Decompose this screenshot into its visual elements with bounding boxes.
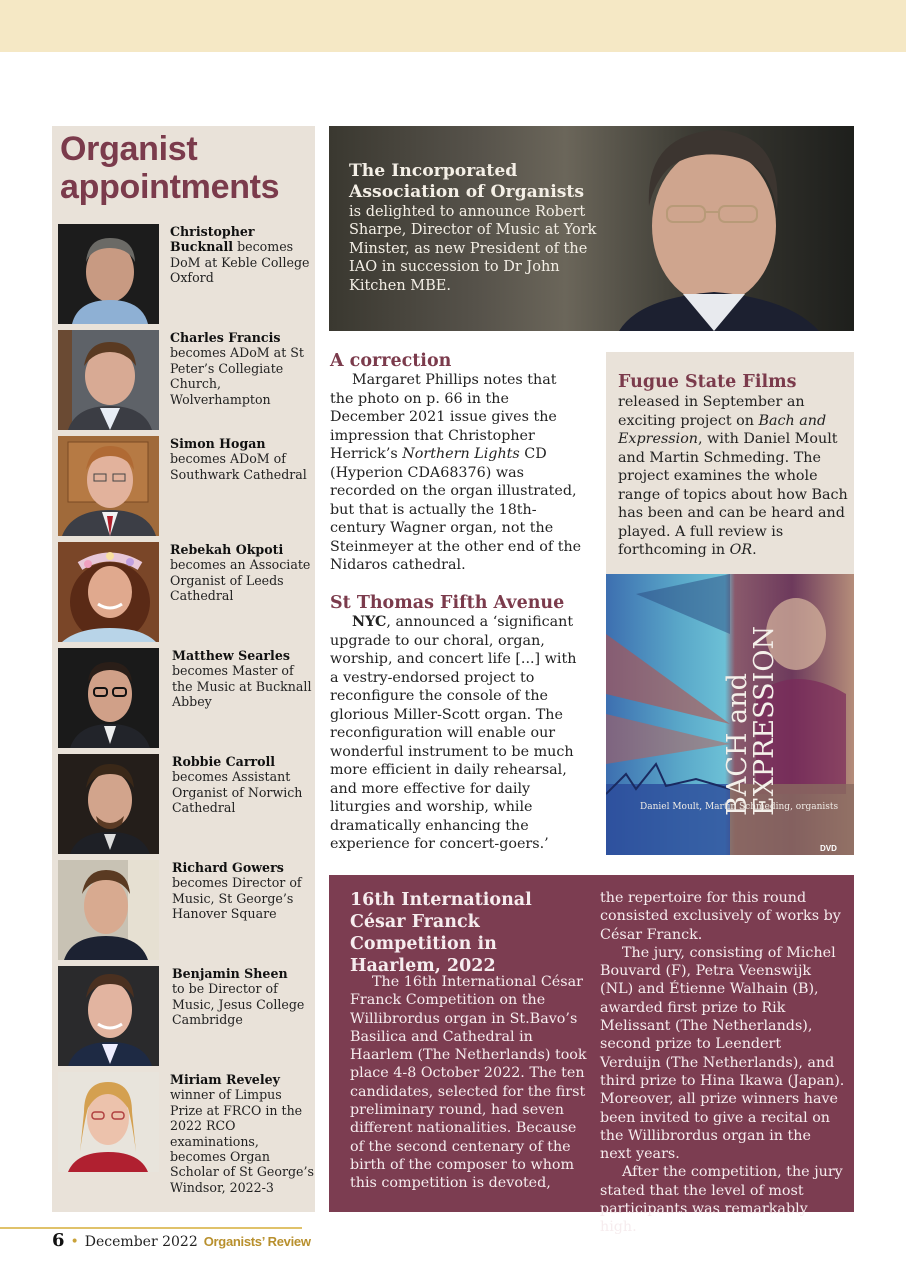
sidebar-title: Organist appointments xyxy=(60,130,280,206)
appointment-item xyxy=(58,330,314,432)
appointment-item xyxy=(58,1072,314,1195)
portrait-photo xyxy=(58,436,159,536)
appointment-text: Simon Hogan becomes ADoM of Southwark Cathedral xyxy=(170,436,307,482)
appointment-text: Christopher Bucknall becomes DoM at Keble College Oxford xyxy=(170,224,310,286)
fugue-heading: Fugue State Films xyxy=(618,372,797,392)
robert-sharpe-photo xyxy=(599,126,854,331)
cover-title: BACH and EXPRESSION xyxy=(722,625,780,816)
appointment-item xyxy=(58,966,314,1068)
portrait-photo xyxy=(58,1072,159,1172)
page-footer xyxy=(52,1230,311,1253)
st-thomas-heading: St Thomas Fifth Avenue xyxy=(330,593,565,613)
appointment-text: Richard Gowers becomes Director of Music, St George’s Hanover Square xyxy=(172,860,302,922)
appointment-item xyxy=(58,648,314,750)
correction-heading: A correction xyxy=(330,351,452,371)
franck-column-1: The 16th International César Franck Competition on the Willibrordus organ in St.Bavo’s Basilica and Cathedral in Haarlem (The Netherlands) took place 4-8 October 2022. The ten candidates, selected for the first preliminary round, had seven different nationalities. Because of the second centenary of the birth of the composer to whom this competition is devoted, xyxy=(350,974,587,1192)
appointment-item xyxy=(58,860,314,962)
portrait-photo xyxy=(58,754,159,854)
top-band xyxy=(0,0,906,52)
publication-name: Organists’ Review xyxy=(203,1234,311,1249)
st-thomas-body: NYC, announced a ‘significant upgrade to our choral, organ, worship, and concert life [...] with a vestry-endorsed project to reconfigure the console of the glorious Miller-Scott organ. The reconfiguration will enable our wonderful instrument to be much more efficient in daily rehearsal, and more effective for daily liturgies and worship, while dramatically enhancing the experience for concert-goers.’ xyxy=(330,614,577,852)
appointment-text: Miriam Reveley winner of Limpus Prize at FRCO in the 2022 RCO examinations, becomes Organ Scholar of St George’s Windsor, 2022-3 xyxy=(170,1072,314,1195)
page-number: 6 xyxy=(52,1230,65,1251)
bach-and-expression-dvd-cover xyxy=(606,574,854,855)
franck-heading: 16th International César Franck Competition in Haarlem, 2022 xyxy=(350,890,532,976)
portrait-photo xyxy=(58,224,159,324)
franck-column-2: the repertoire for this round consisted exclusively of works by César Franck. The jury, consisting of Michel Bouvard (F), Petra Veenswijk (NL) and Étienne Walhain (B), awarded first prize to Rik Melissant (The Netherlands), second prize to Leendert Verduijn (The Netherlands), and third prize to Hina Ikawa (Japan). Moreover, all prize winners have been invited to give a recital on the Willibrordus organ in the next years. After the competition, the jury stated that the level of most participants was remarkably high. xyxy=(600,890,845,1236)
franck-competition-box xyxy=(329,875,854,1236)
correction-body: Margaret Phillips notes that the photo on p. 66 in the December 2021 issue gives the impression that Christopher Herrick’s Northern Lights CD (Hyperion CDA68376) was recorded on the organ illustrated, but that is actually the 18th-century Wagner organ, not the Steinmeyer at the other end of the Nidaros cathedral. xyxy=(330,372,582,573)
appointment-item xyxy=(58,542,314,644)
iao-announcement-text: The Incorporated Association of Organists is delighted to announce Robert Sharpe, Director of Music at York Minster, as new President of the IAO in succession to Dr John Kitchen MBE. xyxy=(349,161,597,294)
portrait-photo xyxy=(58,330,159,430)
appointment-item xyxy=(58,224,314,326)
portrait-photo xyxy=(58,860,159,960)
st-thomas-article xyxy=(330,593,584,854)
portrait-photo xyxy=(58,542,159,642)
fugue-body: released in September an exciting project on Bach and Expression, with Daniel Moult and Martin Schmeding. The project examines the whole range of topics about how Bach has been and can be heard and played. A full review is forthcoming in OR. xyxy=(618,394,848,558)
appointment-text: Robbie Carroll becomes Assistant Organist of Norwich Cathedral xyxy=(172,754,303,816)
dvd-badge: DVD xyxy=(820,844,837,853)
iao-announcement-banner xyxy=(329,126,854,331)
portrait-photo xyxy=(58,648,159,748)
correction-article xyxy=(330,351,584,575)
issue-date: December 2022 xyxy=(84,1234,198,1250)
portrait-photo xyxy=(58,966,159,1066)
fugue-state-films-box xyxy=(606,352,854,574)
footer-rule xyxy=(0,1227,302,1229)
cover-credit: Daniel Moult, Martin Schmeding, organists xyxy=(640,802,839,812)
appointment-item xyxy=(58,754,314,856)
appointment-text: Charles Francis becomes ADoM at St Peter’s Collegiate Church, Wolverhampton xyxy=(170,330,304,407)
appointment-text: Matthew Searles becomes Master of the Music at Bucknall Abbey xyxy=(172,648,312,710)
appointment-item xyxy=(58,436,314,538)
appointment-text: Rebekah Okpoti becomes an Associate Organist of Leeds Cathedral xyxy=(170,542,311,604)
appointments-sidebar xyxy=(52,126,315,1212)
bullet-separator: • xyxy=(70,1234,79,1250)
appointment-text: Benjamin Sheen to be Director of Music, Jesus College Cambridge xyxy=(172,966,305,1028)
